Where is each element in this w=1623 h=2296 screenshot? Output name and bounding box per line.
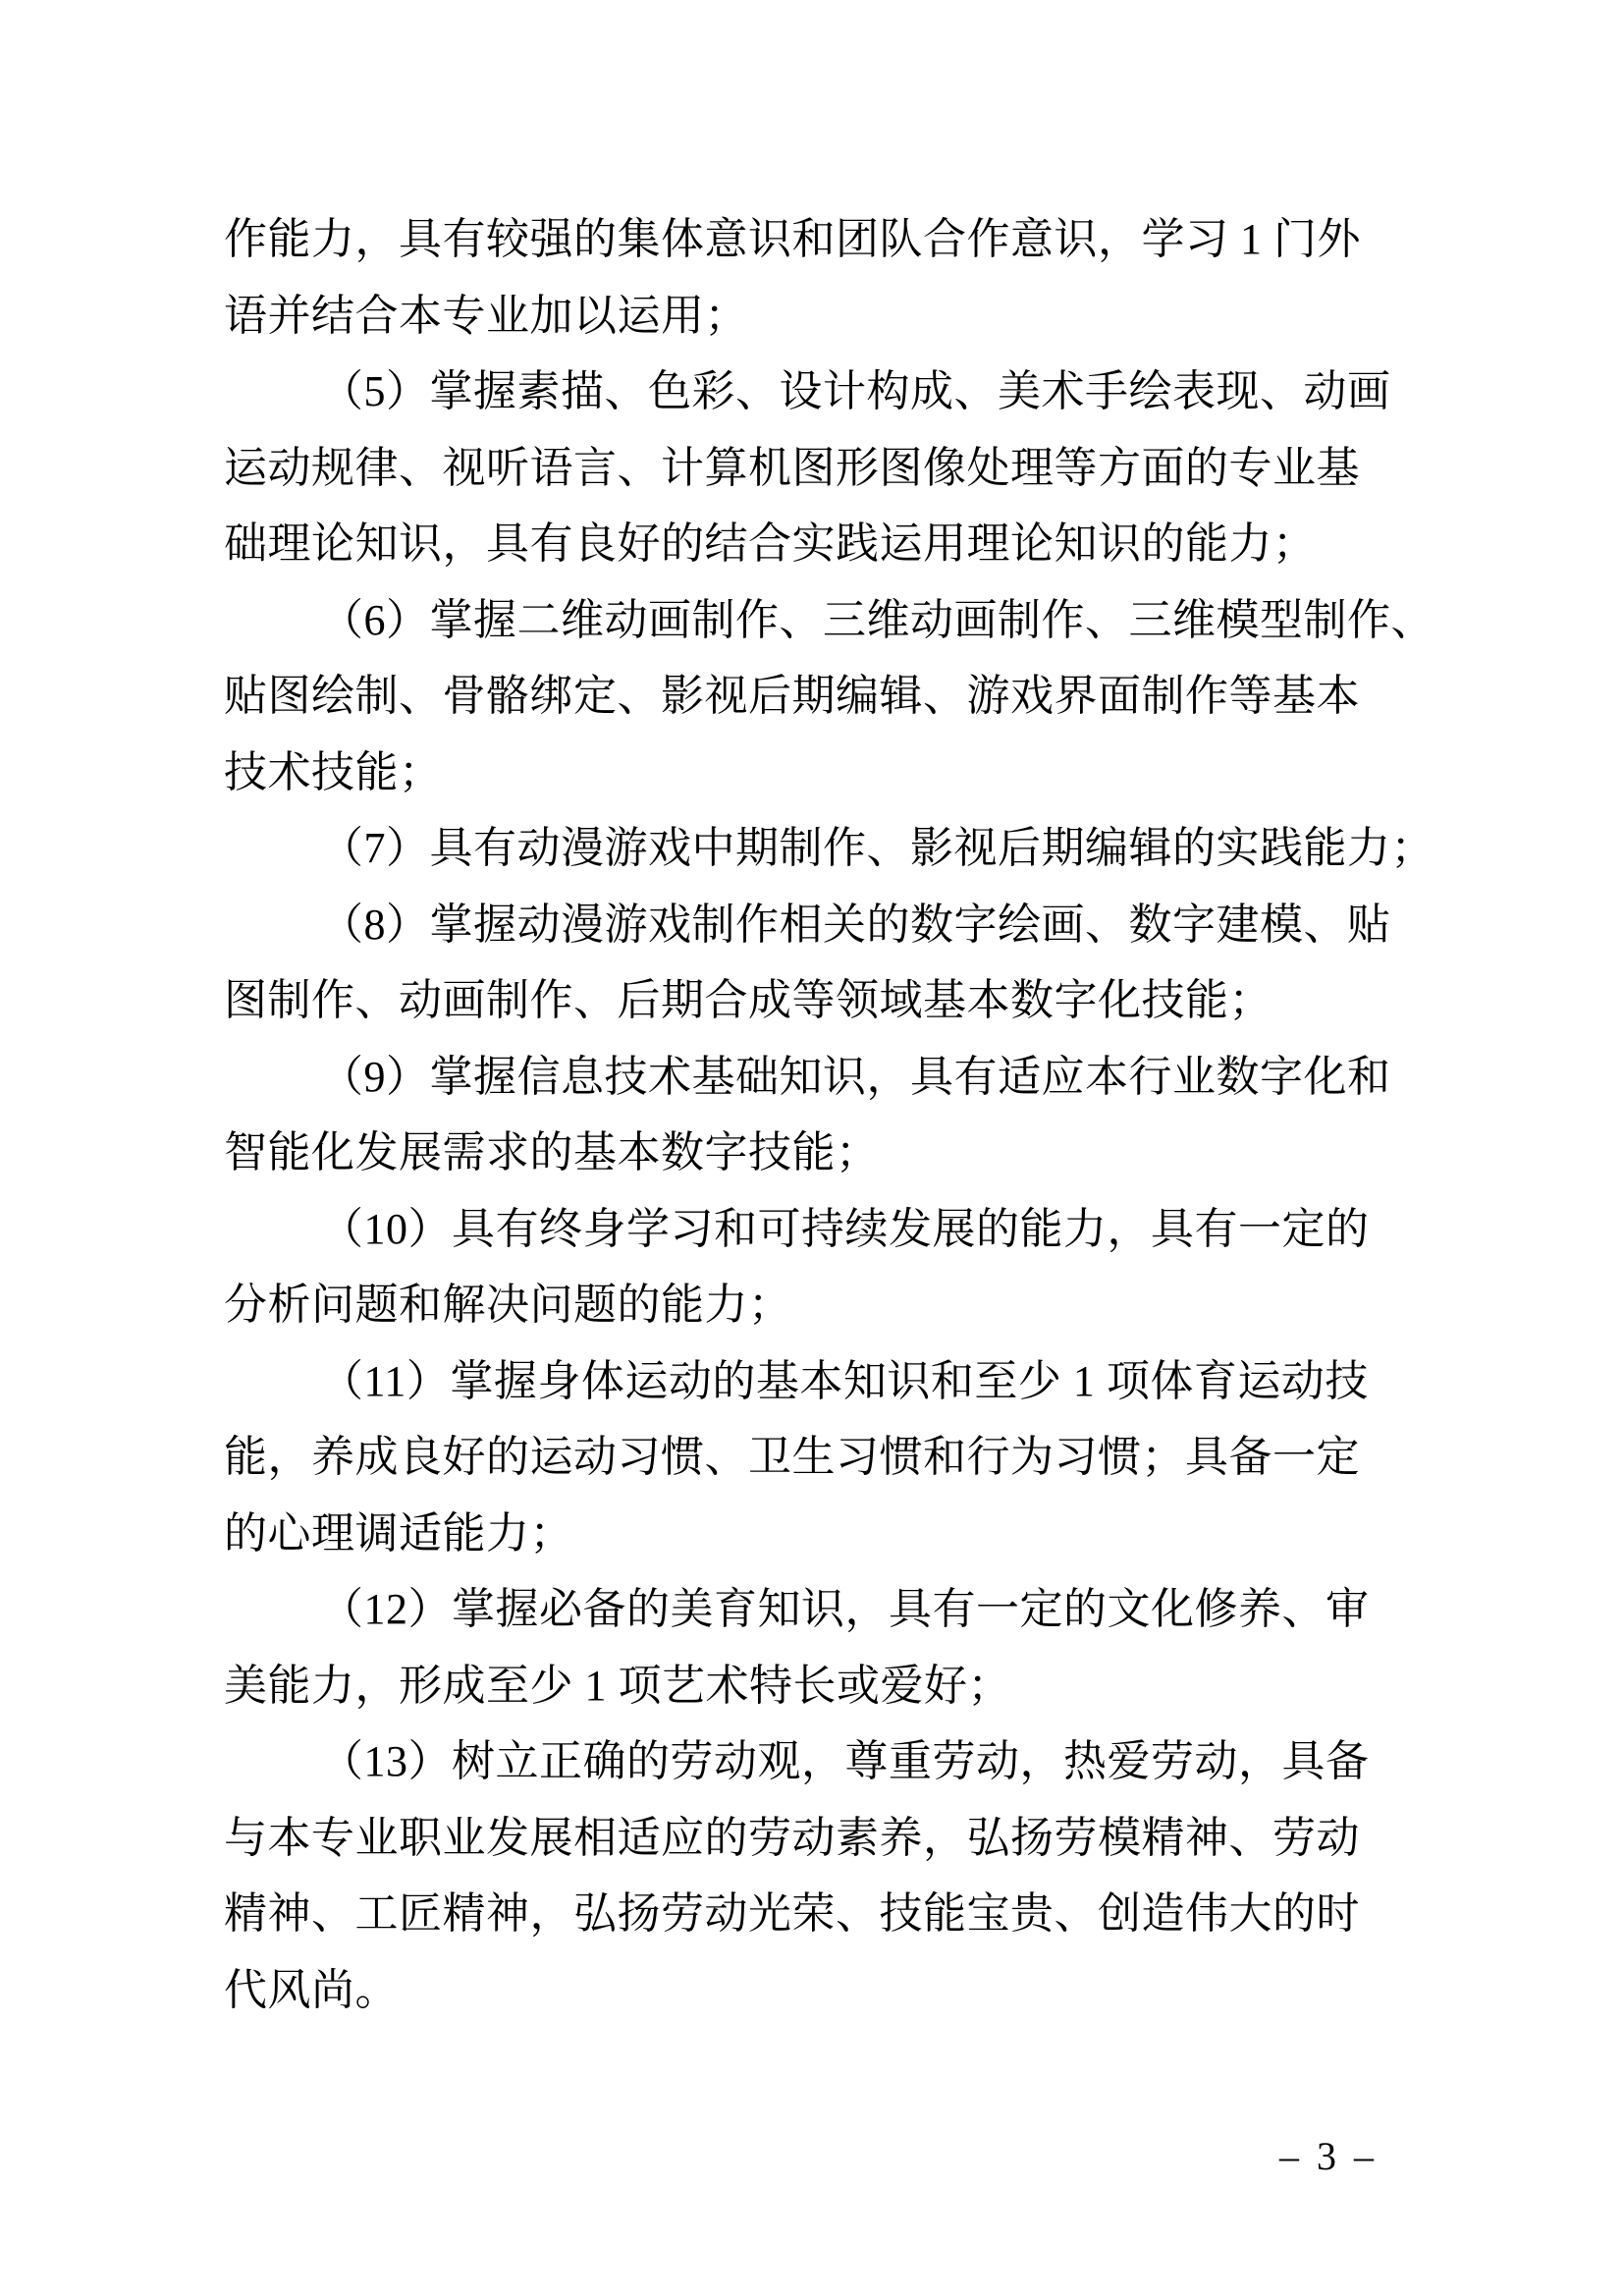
text-line: 能，养成良好的运动习惯、卫生习惯和行为习惯；具备一定 <box>224 1433 1360 1481</box>
text-line: （10）具有终身学习和可持续发展的能力，具有一定的 <box>320 1204 1370 1253</box>
text-line: （7）具有动漫游戏中期制作、影视后期编辑的实践能力； <box>320 824 1434 872</box>
text-line: （9）掌握信息技术基础知识，具有适应本行业数字化和 <box>320 1052 1391 1101</box>
text-line: 贴图绘制、骨骼绑定、影视后期编辑、游戏界面制作等基本 <box>224 672 1360 720</box>
page-number: – 3 – <box>1279 2134 1378 2178</box>
text-line: 精神、工匠精神，弘扬劳动光荣、技能宝贵、创造伟大的时 <box>224 1889 1360 1938</box>
text-line: 础理论知识，具有良好的结合实践运用理论知识的能力； <box>224 519 1317 568</box>
text-line: （11）掌握身体运动的基本知识和至少 1 项体育运动技 <box>320 1356 1369 1405</box>
text-line: 的心理调适能力； <box>224 1508 573 1558</box>
text-line: （8）掌握动漫游戏制作相关的数字绘画、数字建模、贴 <box>320 900 1391 949</box>
text-line: 语并结合本专业加以运用； <box>224 291 748 340</box>
text-line: 运动规律、视听语言、计算机图形图像处理等方面的专业基 <box>224 443 1360 492</box>
text-line: （13）树立正确的劳动观，尊重劳动，热爱劳动，具备 <box>320 1737 1370 1785</box>
text-line: 图制作、动画制作、后期合成等领域基本数字化技能； <box>224 976 1272 1024</box>
text-line: 代风尚。 <box>224 1965 399 2014</box>
text-line: （6）掌握二维动画制作、三维动画制作、三维模型制作、 <box>320 595 1434 644</box>
text-line: （12）掌握必备的美育知识，具有一定的文化修养、审 <box>320 1585 1370 1633</box>
text-line: 分析问题和解决问题的能力； <box>224 1281 792 1329</box>
text-line: 智能化发展需求的基本数字技能； <box>224 1128 880 1176</box>
document-body <box>224 201 1434 2028</box>
text-line: 美能力，形成至少 1 项艺术特长或爱好； <box>224 1661 1011 1710</box>
text-line: 作能力，具有较强的集体意识和团队合作意识，学习 1 门外 <box>224 215 1361 263</box>
text-line: （5）掌握素描、色彩、设计构成、美术手绘表现、动画 <box>320 367 1391 415</box>
text-line: 与本专业职业发展相适应的劳动素养，弘扬劳模精神、劳动 <box>224 1813 1360 1862</box>
text-line: 技术技能； <box>224 747 443 796</box>
